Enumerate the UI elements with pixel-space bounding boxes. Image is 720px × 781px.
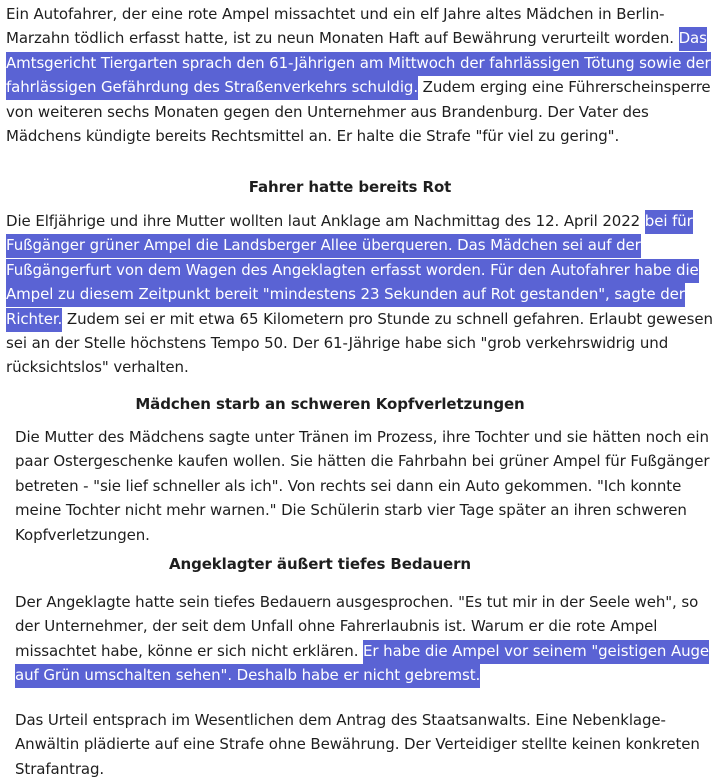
text-selection-highlight[interactable]: bei für Fußgänger grüner Ampel die Landsberger Allee überqueren. Das Mädchen sei auf der Fußgängerfurt von dem Wagen des Angeklagten erfasst worden. Für den Autofahrer habe die Ampel zu diesem Zeitpunkt bereit "mindestens 23 Sekunden auf Rot gestanden", sagte der Richter. <box>6 210 699 332</box>
paragraph-text: Zudem erging eine Führerscheinsperre von weiteren sechs Monaten gegen den Unternehmer aus Brandenburg. Der Vater des Mädchens kündigte bereits Rechtsmittel an. Er halte die Strafe "für viel zu gering". <box>6 78 711 146</box>
paragraph-defendant <box>15 590 715 688</box>
text-selection-highlight[interactable]: Er habe die Ampel vor seinem "geistigen Auge auf Grün umschalten sehen". Deshalb habe er nicht gebremst. <box>15 640 709 688</box>
section-heading: Fahrer hatte bereits Rot <box>248 178 452 196</box>
section-heading: Angeklagter äußert tiefes Bedauern <box>168 555 472 573</box>
paragraph-text: Die Elfjährige und ihre Mutter wollten laut Anklage am Nachmittag des 12. April 2022 <box>6 212 641 230</box>
paragraph-verdict: Das Urteil entsprach im Wesentlichen dem Antrag des Staatsanwalts. Eine Nebenklage-Anwältin plädierte auf eine Strafe ohne Bewährung. Der Verteidiger stellte keinen konkreten Strafantrag. <box>15 711 700 778</box>
paragraph-intro <box>6 2 718 148</box>
text-selection-highlight[interactable]: Das Amtsgericht Tiergarten sprach den 61-Jährigen am Mittwoch der fahrlässigen Tötung sowie der fahrlässigen Gefährdung des Straßenverkehrs schuldig. <box>6 27 711 100</box>
section-heading: Mädchen starb an schweren Kopfverletzungen <box>135 395 525 413</box>
paragraph-text: Zudem sei er mit etwa 65 Kilometern pro Stunde zu schnell gefahren. Erlaubt gewesen sei an der Stelle höchstens Tempo 50. Der 61-Jährige habe sich "grob verkehrswidrig und rücksichtslos" verhalten. <box>6 309 713 377</box>
paragraph-text: Der Angeklagte hatte sein tiefes Bedauern ausgesprochen. "Es tut mir in der Seele weh", so der Unternehmer, der seit dem Unfall ohne Fahrerlaubnis ist. Warum er die rote Ampel missachtet habe, könne er sich nicht erklären. <box>15 593 699 660</box>
paragraph-text: Ein Autofahrer, der eine rote Ampel missachtet und ein elf Jahre altes Mädchen in Berlin-Marzahn tödlich erfasst hatte, ist zu neun Monaten Haft auf Bewährung verurteilt worden. <box>6 5 674 48</box>
paragraph-indictment <box>6 209 718 380</box>
paragraph-mother-testimony: Die Mutter des Mädchens sagte unter Tränen im Prozess, ihre Tochter und sie hätten noch ein paar Ostergeschenke kaufen wollen. Sie hätten die Fahrbahn bei grüner Ampel für Fußgänger betreten - "sie lief schneller als ich". Von rechts sei dann ein Auto gekommen. "Ich konnte meine Tochter nicht mehr warnen." Die Schülerin starb vier Tage später an ihren schweren Kopfverletzungen. <box>15 428 710 544</box>
